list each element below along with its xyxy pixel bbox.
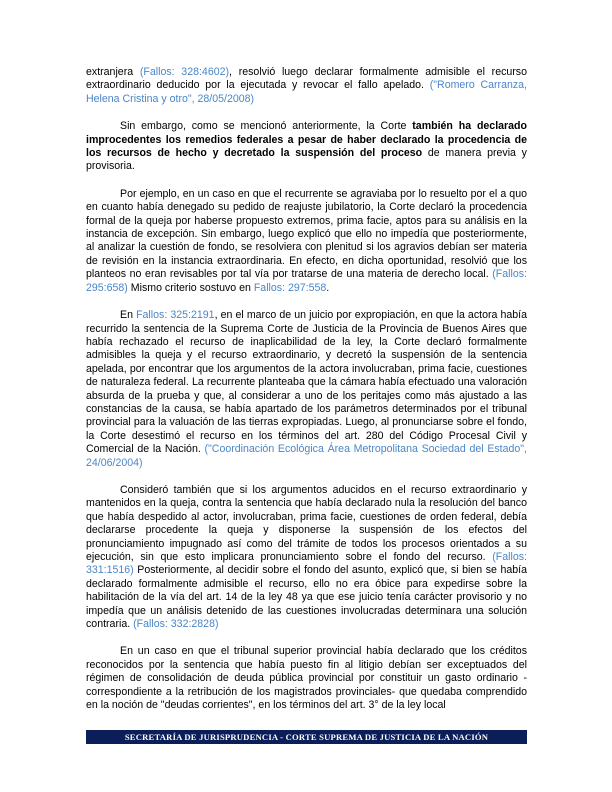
paragraph-text: de manera previa y provisoria. xyxy=(86,147,527,173)
paragraph-text: En xyxy=(120,309,137,322)
paragraph-5 xyxy=(86,484,527,631)
citation-link[interactable]: (Fallos: 328:4602) xyxy=(139,66,230,78)
paragraph-text: Sin embargo, como se mencionó anteriormente, la Corte xyxy=(120,120,413,133)
paragraph-3 xyxy=(86,188,527,295)
document-body xyxy=(86,66,527,726)
paragraph-6 xyxy=(86,645,527,712)
citation-link[interactable]: (Fallos: 295:658) xyxy=(86,268,527,294)
paragraph-text: extranjera xyxy=(86,66,140,78)
paragraph-text: , en el marco de un juicio por expropiación, en que la actora había recurrido la sentencia de la Suprema Corte de Justicia de la Provincia de Buenos Aires que había rechazado el recurso de inaplicabilidad de la ley, la Corte declaró formalmente admisibles la queja y el recurso extraordinario, y decretó la suspensión de la sentencia apelada, por encontrar que los argumentos de la actora involucraban, prima facie, cuestiones de naturaleza federal. La recurrente planteaba que la cámara había efectuado una valoración absurda de la prueba y que, al considerar a uno de los peritajes como más ajustado a las constancias de la causa, se había apartado de los parámetros determinados por el tribunal provincial para la valuación de las tierras expropiadas. Luego, al pronunciarse sobre el fondo, la Corte desestimó el recurso en los términos del art. 280 del Código Procesal Civil y Comercial de la Nación. xyxy=(86,309,527,456)
citation-link[interactable]: (Fallos: 331:1516) xyxy=(86,551,527,577)
paragraph-text: En un caso en que el tribunal superior provincial había declarado que los créditos reconocidos por la sentencia que había puesto fin al litigio debían ser exceptuados del régimen de consolidación de deuda pública provincial por constituir un gasto ordinario -correspondiente a la retribución de los magistrados provinciales- que quedaba comprendido en la noción de "deudas corrientes", en los términos del art. 3° de la ley local xyxy=(86,645,527,712)
paragraph-text: . xyxy=(326,281,330,294)
footer-banner xyxy=(86,730,527,744)
paragraph-2 xyxy=(86,120,527,174)
paragraph-1 xyxy=(86,66,527,106)
bold-text: también ha declarado improcedentes los remedios federales a pesar de haber declarado la procedencia de los recursos de hecho y decretado la suspensión del proceso xyxy=(86,120,527,160)
citation-link[interactable]: ("Romero Carranza, Helena Cristina y otro", 28/05/2008) xyxy=(86,79,527,105)
citation-link[interactable]: Fallos: 297:558 xyxy=(253,281,327,294)
paragraph-text: Mismo criterio sostuvo en xyxy=(127,281,254,294)
citation-link[interactable]: Fallos: 325:2191 xyxy=(136,309,215,322)
paragraph-text: Por ejemplo, en un caso en que el recurrente se agraviaba por lo resuelto por el a quo en cuanto había denegado su pedido de reajuste jubilatorio, la Corte declaró la procedencia formal de la queja por haberse propuesto extremos, prima facie, aptos para su análisis en la instancia de excepción. Sin embargo, luego explicó que ello no impedía que posteriormente, al analizar la cuestión de fondo, se resolviera con plenitud si los agravios debían ser materia de revisión en la instancia extraordinaria. En efecto, en dicha oportunidad, resolvió que los planteos no eran revisables por tal vía por tratarse de una materia de derecho local. xyxy=(86,187,527,281)
paragraph-text: , resolvió luego declarar formalmente admisible el recurso extraordinario deducido por la ejecutada y revocar el fallo apelado. xyxy=(86,66,527,92)
footer-text: SECRETARÍA DE JURISPRUDENCIA - CORTE SUPREMA DE JUSTICIA DE LA NACIÓN xyxy=(124,732,489,742)
paragraph-text: Consideró también que si los argumentos aducidos en el recurso extraordinario y mantenidos en la queja, contra la sentencia que había declarado nula la resolución del banco que había despedido al actor, involucraban, prima facie, cuestiones de orden federal, debía declararse procedente la queja y disponerse la suspensión de los efectos del pronunciamiento impugnado así como del trámite de todos los procesos orientados a su ejecución, sin que esto implicara pronunciamiento sobre el fondo del recurso. xyxy=(86,483,527,563)
paragraph-text: Posteriormente, al decidir sobre el fondo del asunto, explicó que, si bien se había declarado formalmente admisible el recurso, ello no era óbice para expedirse sobre la habilitación de la vía del art. 14 de la ley 48 ya que ese juicio tenía carácter provisorio y no impedía que un análisis detenido de las cuestiones involucradas determinara una solución contraria. xyxy=(86,564,527,631)
citation-link[interactable]: (Fallos: 332:2828) xyxy=(133,618,219,631)
citation-link[interactable]: ("Coordinación Ecológica Área Metropolitana Sociedad del Estado", 24/06/2004) xyxy=(86,443,528,469)
paragraph-4 xyxy=(86,309,527,470)
